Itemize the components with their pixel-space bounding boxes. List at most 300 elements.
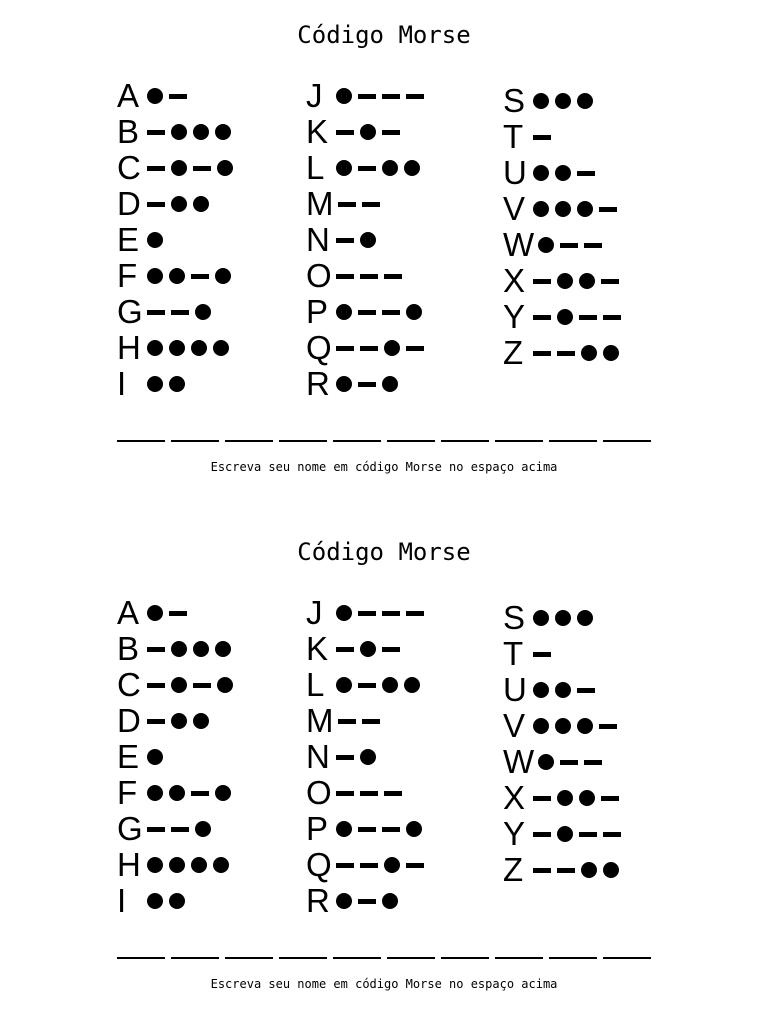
morse-dot xyxy=(360,749,376,765)
morse-dash xyxy=(406,94,424,99)
morse-letter: C xyxy=(117,666,141,703)
morse-letter-row xyxy=(117,366,233,402)
morse-dot xyxy=(147,376,163,392)
morse-code xyxy=(336,893,398,909)
morse-dash xyxy=(358,310,376,315)
morse-dot xyxy=(213,340,229,356)
morse-letter-row xyxy=(117,222,233,258)
morse-dot xyxy=(171,641,187,657)
morse-code xyxy=(147,713,209,729)
morse-dash xyxy=(533,135,551,140)
morse-code xyxy=(336,605,424,621)
morse-dash xyxy=(557,351,575,356)
morse-dot xyxy=(217,677,233,693)
morse-dash xyxy=(384,274,402,279)
morse-dot xyxy=(577,201,593,217)
morse-dash xyxy=(601,279,619,284)
morse-letter-row xyxy=(306,294,424,330)
morse-dot xyxy=(193,196,209,212)
morse-dot xyxy=(336,893,352,909)
morse-dot xyxy=(533,718,549,734)
morse-dot xyxy=(555,610,571,626)
morse-code xyxy=(533,610,593,626)
morse-letter: A xyxy=(117,594,140,631)
morse-letter-row xyxy=(306,186,424,222)
morse-dot xyxy=(171,713,187,729)
name-blank-line xyxy=(495,957,543,959)
morse-code xyxy=(533,826,621,842)
morse-letter-row xyxy=(117,739,233,775)
morse-dash xyxy=(560,760,578,765)
morse-letter: F xyxy=(117,774,138,811)
morse-code xyxy=(147,605,187,621)
morse-code xyxy=(147,376,185,392)
morse-dash xyxy=(358,166,376,171)
morse-column-a-i xyxy=(117,78,233,402)
morse-letter: R xyxy=(306,882,330,919)
morse-letter-row xyxy=(503,780,621,816)
morse-letter: F xyxy=(117,257,138,294)
morse-code xyxy=(147,857,229,873)
morse-dot xyxy=(217,160,233,176)
morse-dot xyxy=(382,160,398,176)
morse-dot xyxy=(169,376,185,392)
sheet-title: Código Morse xyxy=(297,21,471,49)
morse-letter: R xyxy=(306,365,330,402)
morse-letter: P xyxy=(306,810,329,847)
morse-dot xyxy=(147,340,163,356)
name-blank-line xyxy=(171,440,219,442)
morse-dash xyxy=(533,832,551,837)
morse-code xyxy=(538,237,602,253)
morse-letter-row xyxy=(503,744,621,780)
morse-dot xyxy=(603,345,619,361)
morse-letter-row xyxy=(503,600,621,636)
morse-letter-row xyxy=(117,78,233,114)
morse-letter-row xyxy=(503,299,621,335)
name-blank-line xyxy=(333,440,381,442)
morse-dot xyxy=(336,304,352,320)
morse-letter: N xyxy=(306,738,330,775)
morse-dash xyxy=(147,166,165,171)
morse-code xyxy=(147,785,231,801)
morse-column-s-z xyxy=(503,600,621,888)
name-blank-line xyxy=(333,957,381,959)
morse-dot xyxy=(147,605,163,621)
morse-code xyxy=(336,749,376,765)
morse-dash xyxy=(560,243,578,248)
morse-dot xyxy=(384,340,400,356)
morse-dot xyxy=(533,201,549,217)
morse-letter-row xyxy=(117,811,233,847)
morse-dot xyxy=(555,201,571,217)
morse-dot xyxy=(555,165,571,181)
morse-dot xyxy=(557,309,573,325)
morse-code xyxy=(533,652,551,657)
morse-letter-row xyxy=(306,366,424,402)
morse-dot xyxy=(147,232,163,248)
morse-dash xyxy=(358,683,376,688)
morse-dot xyxy=(147,268,163,284)
morse-letter-row xyxy=(306,775,424,811)
morse-dash xyxy=(599,207,617,212)
name-blank-line xyxy=(279,440,327,442)
morse-dash xyxy=(584,760,602,765)
morse-dot xyxy=(533,682,549,698)
morse-dash xyxy=(533,796,551,801)
morse-dot xyxy=(169,785,185,801)
morse-dash xyxy=(191,274,209,279)
morse-letter-row xyxy=(503,155,621,191)
morse-dash xyxy=(584,243,602,248)
morse-letter-row xyxy=(306,330,424,366)
morse-dot xyxy=(147,749,163,765)
morse-dot xyxy=(193,713,209,729)
morse-dot xyxy=(406,304,422,320)
morse-letter-row xyxy=(117,258,233,294)
morse-dot xyxy=(336,160,352,176)
morse-dot xyxy=(581,345,597,361)
morse-code xyxy=(147,340,229,356)
morse-dash xyxy=(336,791,354,796)
morse-code xyxy=(336,641,400,657)
morse-letter-row xyxy=(306,114,424,150)
morse-column-j-r xyxy=(306,78,424,402)
morse-letter-row xyxy=(306,703,424,739)
morse-dot xyxy=(406,821,422,837)
morse-code xyxy=(533,790,619,806)
morse-letter: E xyxy=(117,221,140,258)
morse-dot xyxy=(191,340,207,356)
morse-code xyxy=(336,124,400,140)
morse-dash xyxy=(533,868,551,873)
morse-dot xyxy=(603,862,619,878)
morse-code xyxy=(147,160,233,176)
morse-dash xyxy=(171,310,189,315)
morse-letter: V xyxy=(503,190,526,227)
morse-dash xyxy=(579,315,597,320)
morse-dot xyxy=(382,677,398,693)
morse-dot xyxy=(336,605,352,621)
morse-dot xyxy=(171,677,187,693)
morse-letter-row xyxy=(306,258,424,294)
morse-letter-row xyxy=(117,883,233,919)
name-blank-line xyxy=(441,440,489,442)
morse-dot xyxy=(169,340,185,356)
morse-code xyxy=(533,273,619,289)
morse-code xyxy=(147,196,209,212)
morse-letter: Q xyxy=(306,846,332,883)
morse-letter: M xyxy=(306,185,334,222)
morse-dash xyxy=(603,315,621,320)
morse-code xyxy=(336,88,424,104)
morse-letter-row xyxy=(306,883,424,919)
morse-letter: K xyxy=(306,630,329,667)
morse-dash xyxy=(147,647,165,652)
morse-letter-row xyxy=(306,78,424,114)
name-blank-line xyxy=(117,957,165,959)
morse-dot xyxy=(171,196,187,212)
morse-dot xyxy=(169,268,185,284)
morse-dash xyxy=(191,791,209,796)
morse-dash xyxy=(336,346,354,351)
morse-letter: U xyxy=(503,154,527,191)
morse-code xyxy=(147,124,231,140)
morse-letter: E xyxy=(117,738,140,775)
morse-dot xyxy=(193,124,209,140)
morse-dash xyxy=(358,382,376,387)
morse-letter-row xyxy=(503,852,621,888)
morse-letter: P xyxy=(306,293,329,330)
morse-letter-row xyxy=(503,227,621,263)
name-blank-line xyxy=(387,440,435,442)
morse-dash xyxy=(577,688,595,693)
morse-dot xyxy=(360,232,376,248)
morse-dash xyxy=(169,94,187,99)
morse-letter: X xyxy=(503,262,526,299)
morse-code xyxy=(533,309,621,325)
morse-letter: X xyxy=(503,779,526,816)
name-blank-line xyxy=(117,440,165,442)
morse-letter-row xyxy=(306,222,424,258)
morse-sheet-top xyxy=(0,0,768,512)
name-blank-line xyxy=(171,957,219,959)
morse-code xyxy=(147,749,163,765)
morse-column-s-z xyxy=(503,83,621,371)
morse-letter-row xyxy=(306,595,424,631)
morse-letter-row xyxy=(503,708,621,744)
morse-letter: H xyxy=(117,329,141,366)
morse-dash xyxy=(360,274,378,279)
morse-dot xyxy=(360,124,376,140)
morse-dot xyxy=(336,376,352,392)
morse-dot xyxy=(147,857,163,873)
morse-letter: Z xyxy=(503,851,524,888)
morse-dot xyxy=(538,754,554,770)
morse-letter-row xyxy=(117,631,233,667)
morse-code xyxy=(147,232,163,248)
morse-code xyxy=(147,821,211,837)
morse-letter: S xyxy=(503,599,526,636)
morse-letter-row xyxy=(306,150,424,186)
morse-dash xyxy=(360,791,378,796)
name-blank-line xyxy=(495,440,543,442)
morse-code xyxy=(147,677,233,693)
morse-dash xyxy=(384,791,402,796)
morse-letter: K xyxy=(306,113,329,150)
morse-dash xyxy=(360,863,378,868)
morse-dash xyxy=(362,719,380,724)
morse-dot xyxy=(191,857,207,873)
morse-code xyxy=(147,893,185,909)
morse-letter: W xyxy=(503,226,535,263)
morse-code xyxy=(538,754,602,770)
morse-letter-row xyxy=(117,294,233,330)
morse-letter-row xyxy=(306,847,424,883)
morse-code xyxy=(338,719,380,724)
morse-dot xyxy=(557,826,573,842)
morse-dot xyxy=(382,376,398,392)
morse-dot xyxy=(557,790,573,806)
morse-dash xyxy=(406,346,424,351)
morse-code xyxy=(336,376,398,392)
morse-letter: S xyxy=(503,82,526,119)
morse-dot xyxy=(579,790,595,806)
morse-code xyxy=(336,274,402,279)
morse-dot xyxy=(169,857,185,873)
morse-code xyxy=(533,135,551,140)
morse-code xyxy=(533,862,619,878)
morse-letter-row xyxy=(306,739,424,775)
morse-dash xyxy=(533,351,551,356)
morse-dot xyxy=(538,237,554,253)
morse-sheet-bottom xyxy=(0,517,768,1029)
morse-letter: Q xyxy=(306,329,332,366)
morse-dash xyxy=(147,719,165,724)
morse-letter: G xyxy=(117,293,143,330)
morse-letter: T xyxy=(503,118,524,155)
morse-letter-row xyxy=(117,667,233,703)
morse-letter-row xyxy=(503,816,621,852)
morse-letter: J xyxy=(306,77,323,114)
morse-dot xyxy=(336,88,352,104)
morse-letter: U xyxy=(503,671,527,708)
morse-dot xyxy=(169,893,185,909)
morse-code xyxy=(336,821,422,837)
morse-letter: V xyxy=(503,707,526,744)
morse-letter: O xyxy=(306,257,332,294)
morse-dash xyxy=(147,683,165,688)
morse-letter: O xyxy=(306,774,332,811)
morse-dot xyxy=(533,165,549,181)
morse-dash xyxy=(533,315,551,320)
morse-letter: I xyxy=(117,882,127,919)
morse-dot xyxy=(555,93,571,109)
morse-dot xyxy=(577,93,593,109)
morse-dot xyxy=(555,682,571,698)
morse-dash xyxy=(362,202,380,207)
morse-letter-row xyxy=(503,672,621,708)
name-writing-lines xyxy=(117,957,651,959)
morse-letter: L xyxy=(306,149,325,186)
morse-letter: D xyxy=(117,702,141,739)
morse-letter-row xyxy=(503,83,621,119)
morse-letter: Z xyxy=(503,334,524,371)
morse-dash xyxy=(603,832,621,837)
morse-dash xyxy=(336,130,354,135)
morse-code xyxy=(533,718,617,734)
morse-dot xyxy=(533,93,549,109)
morse-dash xyxy=(599,724,617,729)
morse-dash xyxy=(382,611,400,616)
morse-dash xyxy=(577,171,595,176)
morse-dash xyxy=(382,130,400,135)
morse-letter-row xyxy=(306,811,424,847)
morse-letter: G xyxy=(117,810,143,847)
morse-dash xyxy=(338,719,356,724)
morse-dash xyxy=(358,94,376,99)
morse-dot xyxy=(215,268,231,284)
morse-letter-row xyxy=(117,150,233,186)
morse-letter: A xyxy=(117,77,140,114)
morse-dash xyxy=(358,611,376,616)
morse-dot xyxy=(215,124,231,140)
morse-code xyxy=(336,304,422,320)
morse-dash xyxy=(336,274,354,279)
morse-code xyxy=(147,268,231,284)
name-blank-line xyxy=(279,957,327,959)
morse-dash xyxy=(382,94,400,99)
morse-letter: H xyxy=(117,846,141,883)
morse-dot xyxy=(171,160,187,176)
morse-dot xyxy=(533,610,549,626)
morse-dot xyxy=(382,893,398,909)
morse-dot xyxy=(336,677,352,693)
morse-letter: T xyxy=(503,635,524,672)
morse-code xyxy=(147,88,187,104)
morse-dash xyxy=(193,166,211,171)
morse-dash xyxy=(382,310,400,315)
name-blank-line xyxy=(549,957,597,959)
morse-dash xyxy=(601,796,619,801)
morse-code xyxy=(147,641,231,657)
morse-code xyxy=(533,165,595,181)
morse-dash xyxy=(382,647,400,652)
morse-letter: B xyxy=(117,113,140,150)
morse-letter-row xyxy=(503,335,621,371)
morse-dot xyxy=(147,785,163,801)
morse-dash xyxy=(406,863,424,868)
morse-dot xyxy=(213,857,229,873)
name-writing-lines xyxy=(117,440,651,442)
morse-letter: N xyxy=(306,221,330,258)
morse-dot xyxy=(581,862,597,878)
sheet-title: Código Morse xyxy=(297,538,471,566)
morse-dot xyxy=(577,718,593,734)
morse-code xyxy=(336,677,420,693)
morse-letter: I xyxy=(117,365,127,402)
morse-dot xyxy=(195,304,211,320)
instruction-caption: Escreva seu nome em código Morse no espaço acima xyxy=(210,977,558,991)
name-blank-line xyxy=(225,957,273,959)
morse-letter-row xyxy=(117,775,233,811)
morse-code xyxy=(533,682,595,698)
morse-letter-row xyxy=(306,667,424,703)
morse-dash xyxy=(382,827,400,832)
name-blank-line xyxy=(441,957,489,959)
morse-dot xyxy=(384,857,400,873)
morse-column-j-r xyxy=(306,595,424,919)
morse-dash xyxy=(533,652,551,657)
morse-letter: B xyxy=(117,630,140,667)
morse-code xyxy=(338,202,380,207)
morse-dot xyxy=(360,641,376,657)
morse-dot xyxy=(579,273,595,289)
morse-dash xyxy=(147,130,165,135)
morse-dash xyxy=(147,827,165,832)
morse-dash xyxy=(406,611,424,616)
morse-dash xyxy=(171,827,189,832)
name-blank-line xyxy=(603,957,651,959)
morse-letter-row xyxy=(117,114,233,150)
morse-letter-row xyxy=(503,636,621,672)
morse-code xyxy=(336,340,424,356)
morse-dash xyxy=(147,202,165,207)
morse-letter-row xyxy=(117,595,233,631)
morse-dash xyxy=(147,310,165,315)
morse-dot xyxy=(557,273,573,289)
morse-letter-row xyxy=(503,263,621,299)
